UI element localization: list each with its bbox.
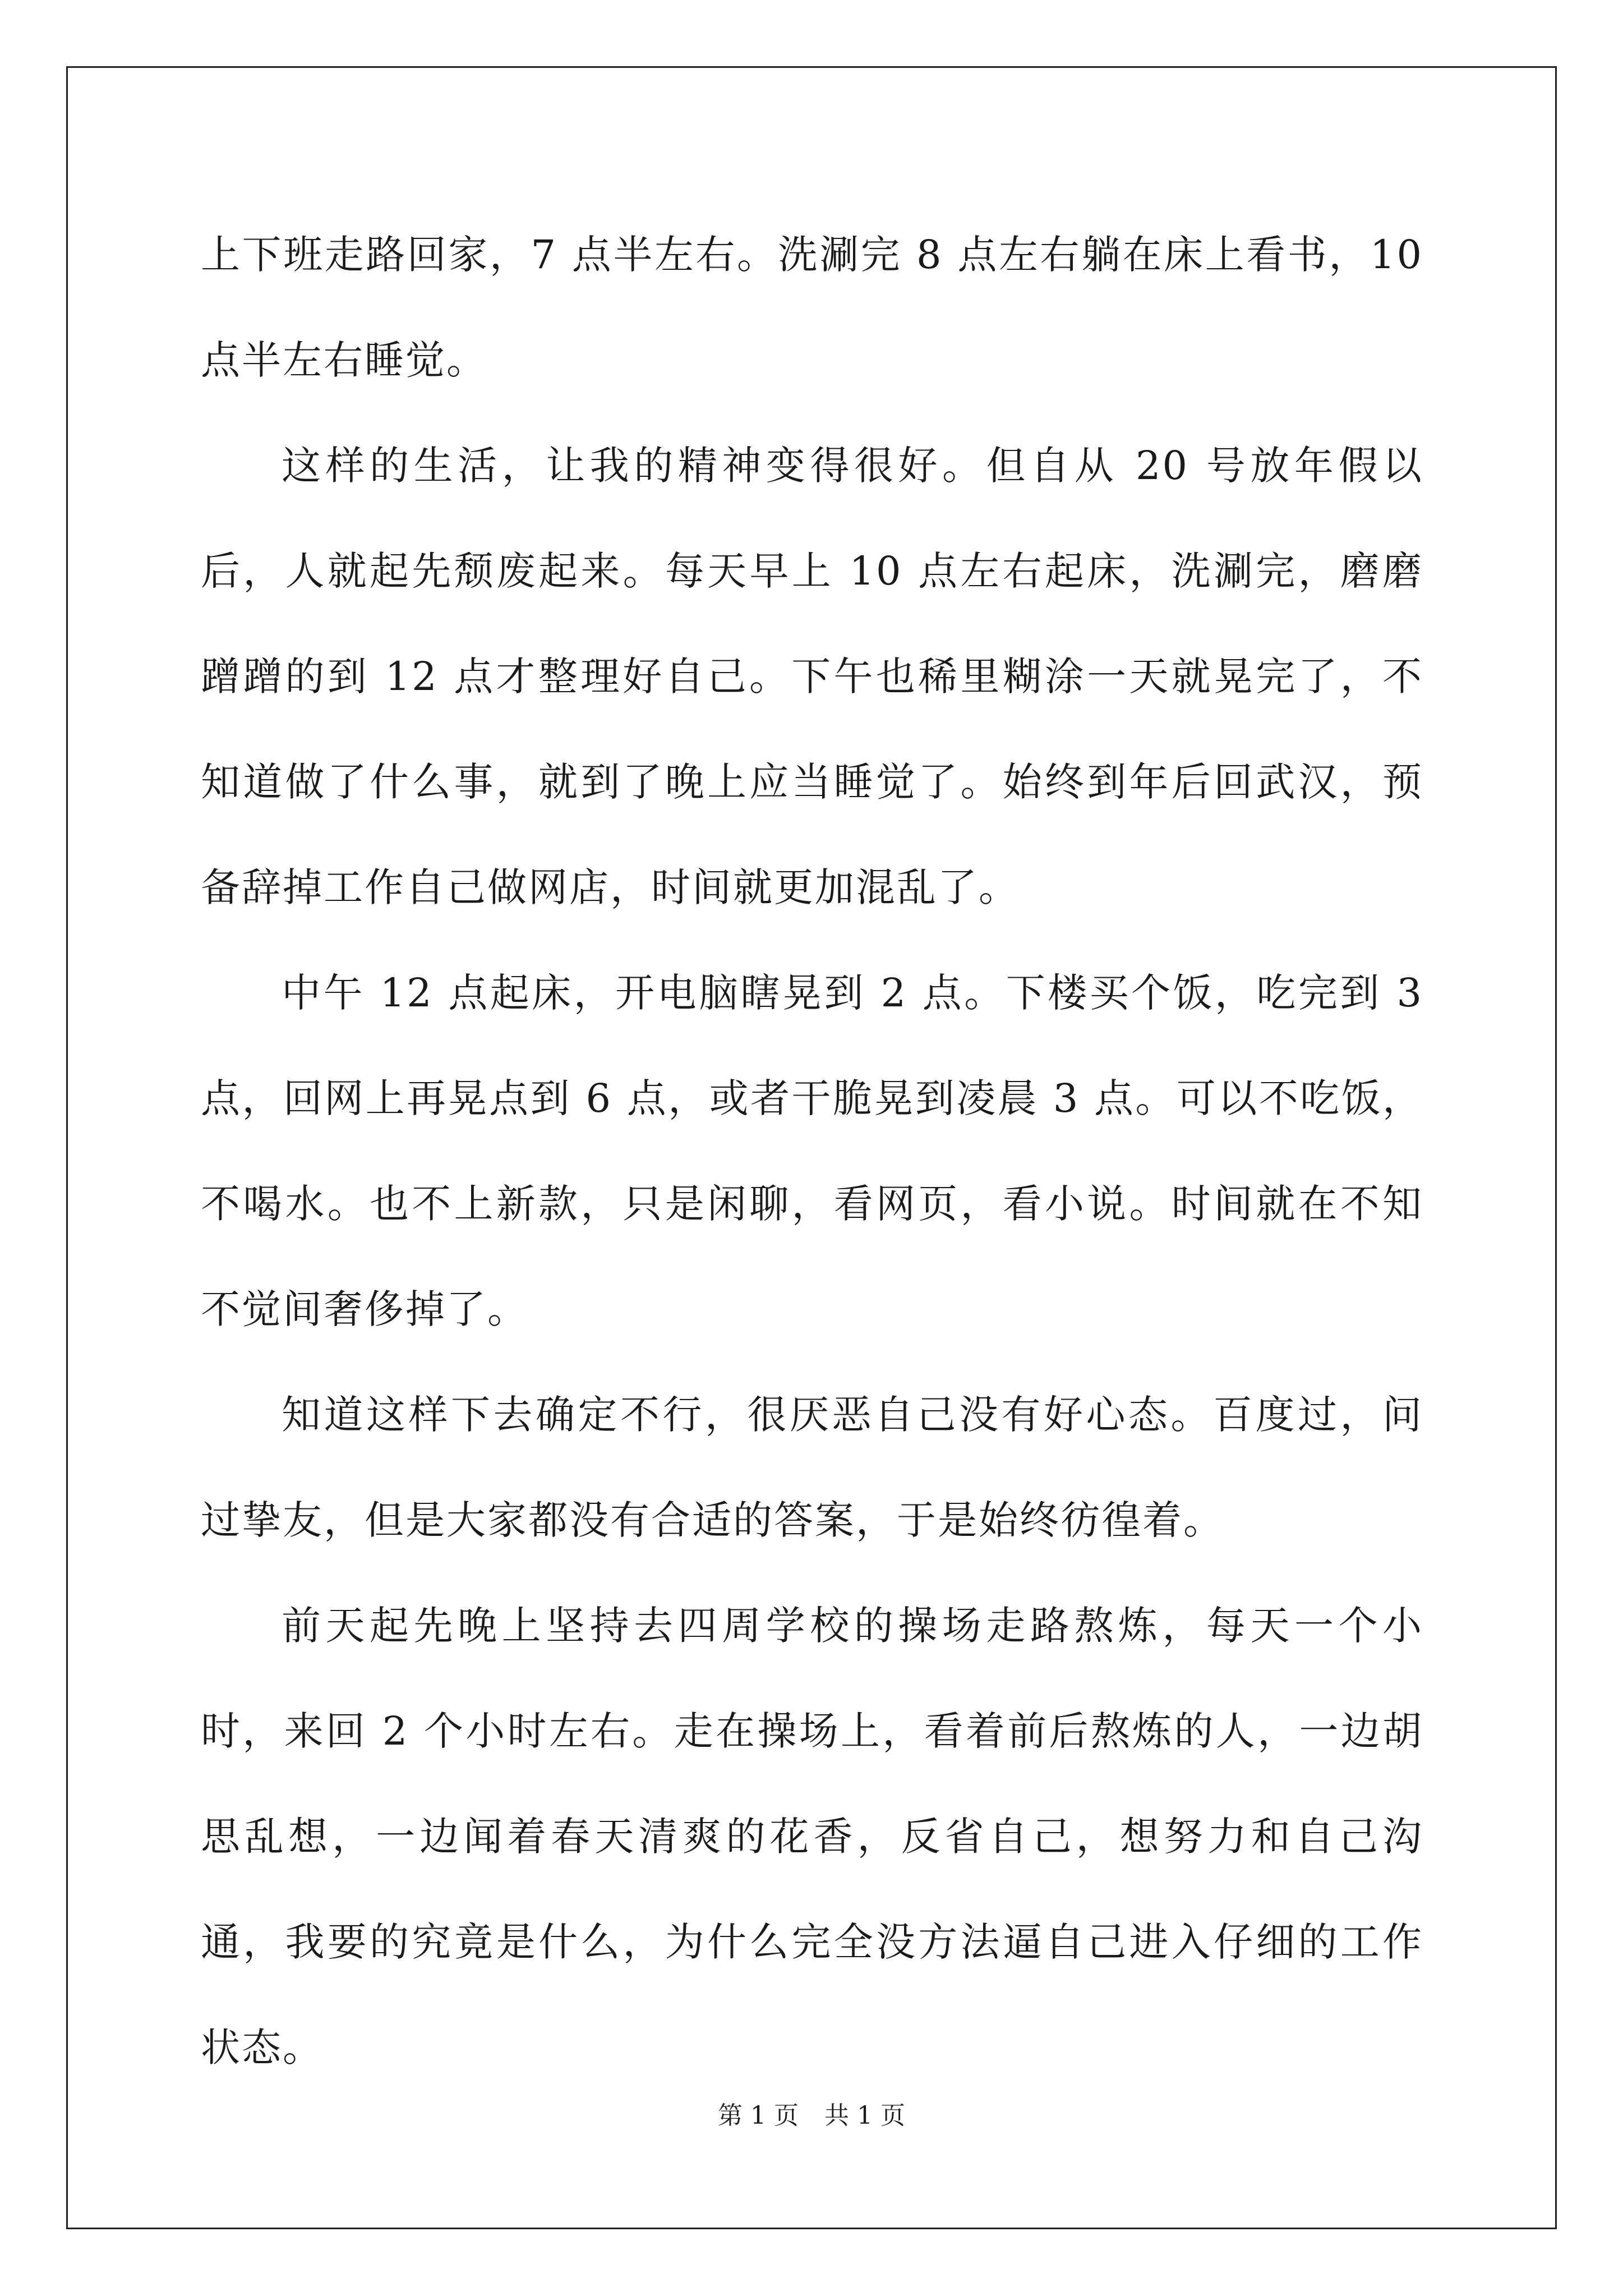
paragraph-2: 这样的生活，让我的精神变得很好。但自从 20 号放年假以后，人就起先颓废起来。每天早上 10 点左右起床，洗涮完，磨磨蹭蹭的到 12 点才整理好自己。下午也稀里糊涂一天就晃完了，不知道做了什么事，就到了晚上应当睡觉了。始终到年后回武汉，预备辞掉工作自己做网店，时间就更加混乱了。 — [201, 443, 1423, 910]
paragraph-4: 知道这样下去确定不行，很厌恶自己没有好心态。百度过，问过挚友，但是大家都没有合适的答案，于是始终彷徨着。 — [201, 1392, 1423, 1543]
page-count: 共 1 页 — [824, 2101, 905, 2130]
paragraph-5: 前天起先晚上坚持去四周学校的操场走路熬炼，每天一个小时，来回 2 个小时左右。走在操场上，看着前后熬炼的人，一边胡思乱想，一边闻着春天清爽的花香，反省自己，想努力和自己沟通，我要的究竟是什么，为什么完全没方法逼自己进入仔细的工作状态。 — [201, 1603, 1423, 2070]
page-number: 第 1 页 — [718, 2101, 799, 2130]
paragraph-1: 上下班走路回家，7 点半左右。洗涮完 8 点左右躺在床上看书，10 点半左右睡觉。 — [201, 232, 1423, 383]
paragraph-3: 中午 12 点起床，开电脑瞎晃到 2 点。下楼买个饭，吃完到 3 点，回网上再晃点到 6 点，或者干脆晃到凌晨 3 点。可以不吃饭，不喝水。也不上新款，只是闲聊，看网页，看小说。时间就在不知不觉间奢侈掉了。 — [201, 970, 1423, 1332]
page-footer — [0, 2095, 1623, 2131]
document-body — [201, 202, 1423, 2100]
